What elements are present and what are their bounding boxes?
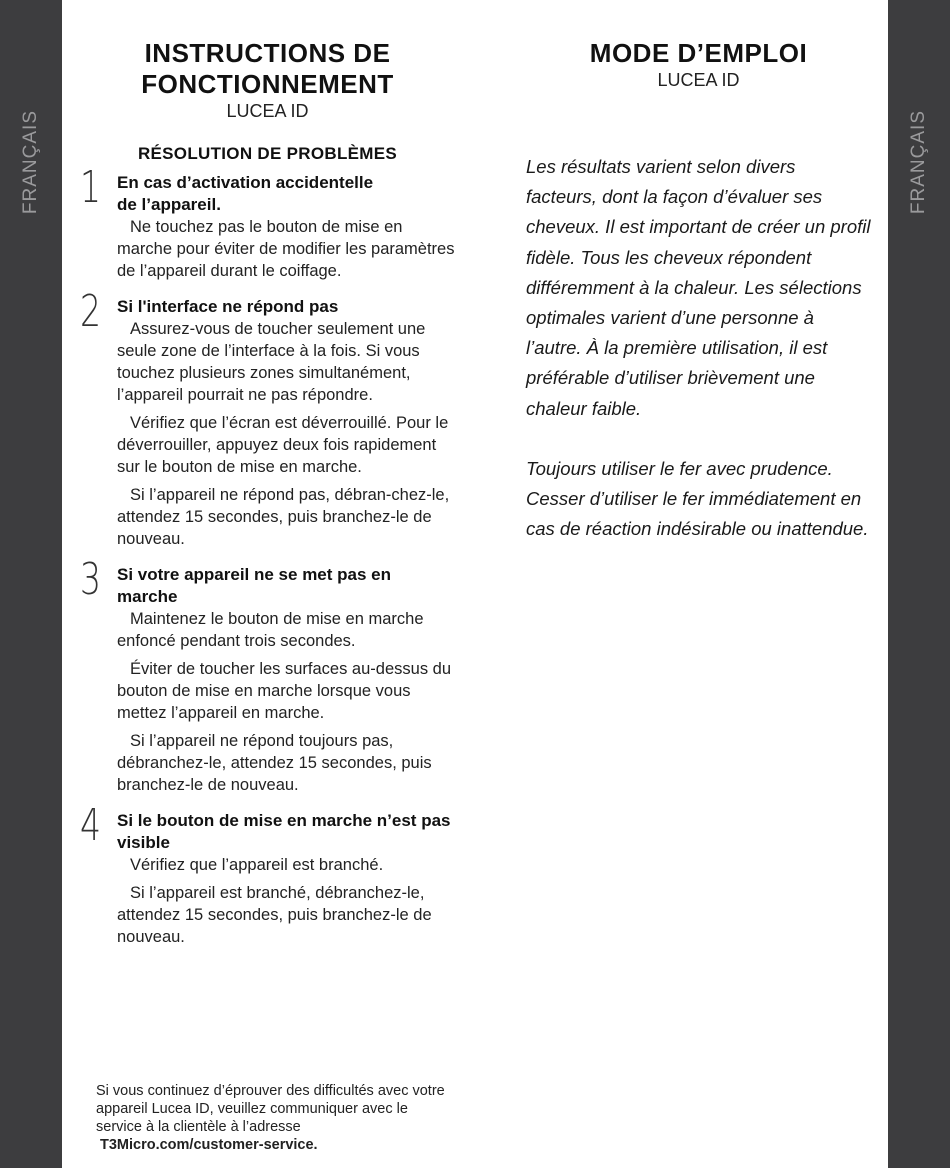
step-paragraph: Si l’appareil est branché, débranchez-le, attendez 15 secondes, puis branchez-le de nouveau.: [117, 884, 432, 946]
step-number: 2: [80, 286, 101, 337]
language-label-right: [888, 110, 950, 230]
language-label-left: [0, 110, 62, 230]
step-paragraph: Assurez-vous de toucher seulement une seule zone de l’interface à la fois. Si vous touchez plusieurs zones simultanément, l’appareil pourrait ne pas répondre.: [117, 320, 426, 404]
step-paragraph: Si l’appareil ne répond toujours pas, débranchez-le, attendez 15 secondes, puis branchez-le de nouveau.: [117, 732, 432, 794]
step-paragraph: Éviter de toucher les surfaces au-dessus du bouton de mise en marche lorsque vous mettez l’appareil en marche.: [117, 660, 452, 722]
step-paragraph: Vérifiez que l’écran est déverrouillé. Pour le déverrouiller, appuyez deux fois rapidement sur le bouton de mise en marche.: [117, 414, 449, 476]
language-label-text: FRANÇAIS: [20, 110, 41, 215]
language-label-text: FRANÇAIS: [908, 110, 929, 215]
instructions-title: MODE D’EMPLOI: [589, 38, 808, 68]
customer-service-link[interactable]: T3Micro.com/customer-service.: [100, 1137, 318, 1153]
step-number: 4: [80, 800, 101, 851]
troubleshooting-column: [80, 38, 455, 962]
left-margin-band: [0, 0, 62, 1168]
step-heading: Si le bouton de mise en marche n’est pas visible: [117, 811, 451, 852]
product-name: LUCEA ID: [226, 101, 309, 121]
step-paragraph: Si l’appareil ne répond pas, débran-chez-le, attendez 15 secondes, puis branchez-le de nouveau.: [117, 486, 450, 548]
step-heading: Si l'interface ne répond pas: [117, 297, 339, 316]
customer-service-note: [96, 1082, 456, 1154]
step-number: 3: [80, 554, 101, 605]
title-line-2: FONCTIONNEMENT: [141, 69, 394, 99]
section-title: RÉSOLUTION DE PROBLÈMES: [137, 144, 398, 163]
troubleshooting-step-2: [80, 286, 455, 550]
instructions-product-name: LUCEA ID: [657, 70, 740, 90]
instructions-column: [526, 38, 871, 544]
usage-paragraph-2: Toujours utiliser le fer avec prudence. Cesser d’utiliser le fer immédiatement en cas de réaction indésirable ou inattendue.: [526, 457, 869, 540]
title-line-1: INSTRUCTIONS DE: [144, 38, 391, 68]
step-paragraph: Maintenez le bouton de mise en marche enfoncé pendant trois secondes.: [117, 610, 424, 650]
step-heading: En cas d’activation accidentelle de l’appareil.: [117, 173, 374, 214]
usage-paragraph-1: Les résultats varient selon divers facteurs, dont la façon d’évaluer ses cheveux. Il est important de créer un profil fidèle. Tous les cheveux répondent différemment à la chaleur. Les sélections optimales varient d’une personne à l’autre. À la première utilisation, il est préférable d’utiliser brièvement une chaleur faible.: [526, 156, 871, 419]
step-heading: Si votre appareil ne se met pas en marche: [117, 565, 392, 606]
right-margin-band: [888, 0, 950, 1168]
troubleshooting-step-3: [80, 554, 455, 796]
troubleshooting-step-4: [80, 800, 455, 948]
step-paragraph: Vérifiez que l’appareil est branché.: [130, 856, 384, 874]
page-title: [80, 38, 455, 100]
customer-service-text: Si vous continuez d’éprouver des difficultés avec votre appareil Lucea ID, veuillez communiquer avec le service à la clientèle à l’adresse: [96, 1083, 445, 1135]
troubleshooting-step-1: [80, 162, 455, 282]
step-paragraph: Ne touchez pas le bouton de mise en marche pour éviter de modifier les paramètres de l’appareil durant le coiffage.: [117, 218, 455, 280]
step-number: 1: [80, 162, 101, 213]
